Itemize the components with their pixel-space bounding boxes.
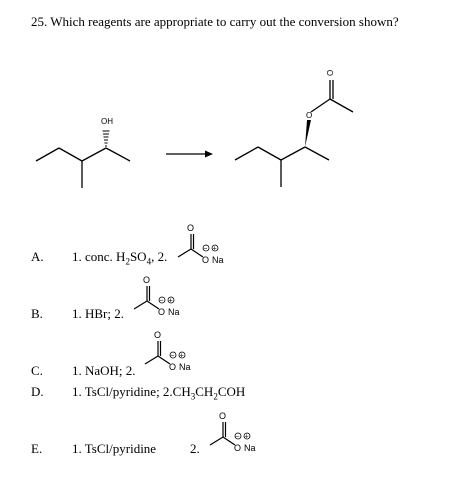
- svg-text:O: O: [154, 330, 162, 340]
- choice-d-text: 1. TsCl/pyridine; $2.CH_3CH_2COH$: [72, 384, 246, 402]
- question-text: 25. Which reagents are appropriate to carry out the conversion shown?: [31, 14, 399, 29]
- choice-a-text: 1. conc. $H_2SO_4$, 2.: [72, 249, 168, 267]
- o-minus-label: O: [202, 255, 210, 265]
- svg-text:O: O: [143, 275, 151, 285]
- choice-a-letter: A.: [31, 249, 44, 264]
- svg-text:+: +: [179, 352, 184, 360]
- choice-b-letter: B.: [31, 306, 43, 321]
- svg-text:O: O: [219, 411, 227, 421]
- choice-b-text: 1. HBr; 2.: [72, 306, 124, 321]
- svg-text:+: +: [212, 245, 217, 253]
- choice-c-text: 1. NaOH; 2.: [72, 363, 136, 378]
- svg-text:−: −: [159, 297, 164, 305]
- acetate-b: [134, 275, 180, 317]
- choice-c-letter: C.: [31, 363, 43, 378]
- na-label: Na: [212, 255, 224, 265]
- svg-text:−: −: [235, 433, 240, 441]
- choice-e-text: 1. TsCl/pyridine: [72, 441, 157, 456]
- svg-text:−: −: [203, 245, 208, 253]
- svg-text:+: +: [168, 297, 173, 305]
- choice-e-letter: E.: [31, 441, 43, 456]
- svg-text:O: O: [169, 362, 177, 372]
- ester-oxygen-label: O: [306, 111, 313, 120]
- svg-text:Na: Na: [168, 307, 180, 317]
- svg-text:O: O: [234, 443, 242, 453]
- acetate-e: [210, 411, 256, 453]
- hydroxyl-label: OH: [101, 117, 113, 126]
- carbonyl-o-label: O: [187, 223, 195, 233]
- svg-text:−: −: [170, 352, 175, 360]
- carbonyl-oxygen-label: O: [326, 69, 335, 76]
- svg-text:+: +: [244, 433, 249, 441]
- svg-text:Na: Na: [244, 443, 256, 453]
- choice-e-step2: 2.: [190, 441, 200, 456]
- svg-text:O: O: [158, 307, 166, 317]
- choice-d-letter: D.: [31, 384, 44, 399]
- acetate-c: [145, 330, 191, 372]
- svg-text:Na: Na: [179, 362, 191, 372]
- acetate-a: [178, 223, 224, 265]
